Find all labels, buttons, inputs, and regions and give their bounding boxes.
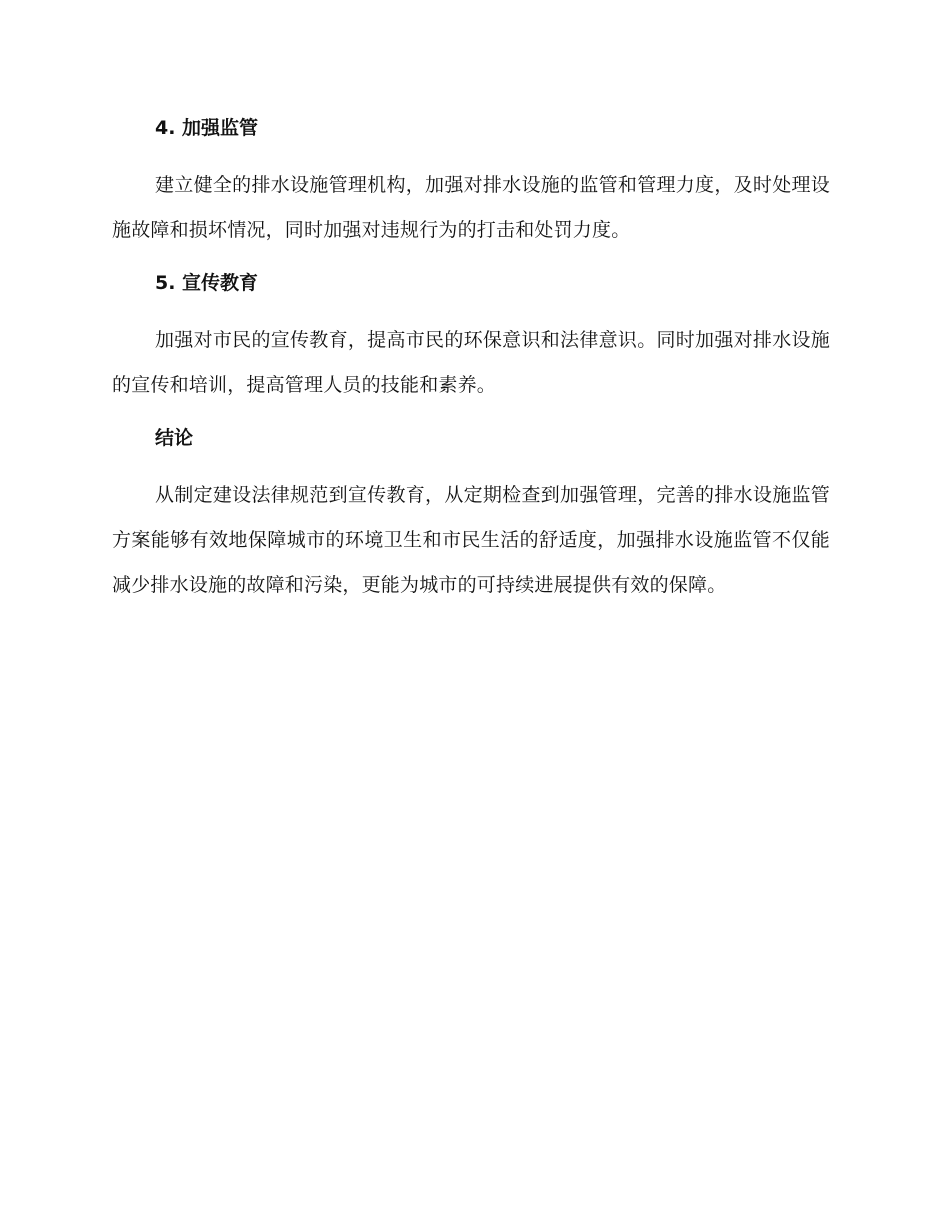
section-heading-conclusion: 结论 xyxy=(155,427,194,449)
section-paragraph-conclusion: 从制定建设法律规范到宣传教育，从定期检查到加强管理，完善的排水设施监管方案能够有效地保障城市的环境卫生和市民生活的舒适度，加强排水设施监管不仅能减少排水设施的故障和污染，更能为城市的可持续进展提供有效的保障。 xyxy=(112,484,830,596)
section-paragraph-publicity-education: 加强对市民的宣传教育，提高市民的环保意识和法律意识。同时加强对排水设施的宣传和培训，提高管理人员的技能和素养。 xyxy=(112,329,830,396)
document-page xyxy=(112,112,830,608)
section-heading-publicity-education: 5. 宣传教育 xyxy=(155,272,259,294)
section-paragraph-strengthen-supervision: 建立健全的排水设施管理机构，加强对排水设施的监管和管理力度，及时处理设施故障和损坏情况，同时加强对违规行为的打击和处罚力度。 xyxy=(112,174,830,241)
section-heading-strengthen-supervision: 4. 加强监管 xyxy=(155,117,259,139)
